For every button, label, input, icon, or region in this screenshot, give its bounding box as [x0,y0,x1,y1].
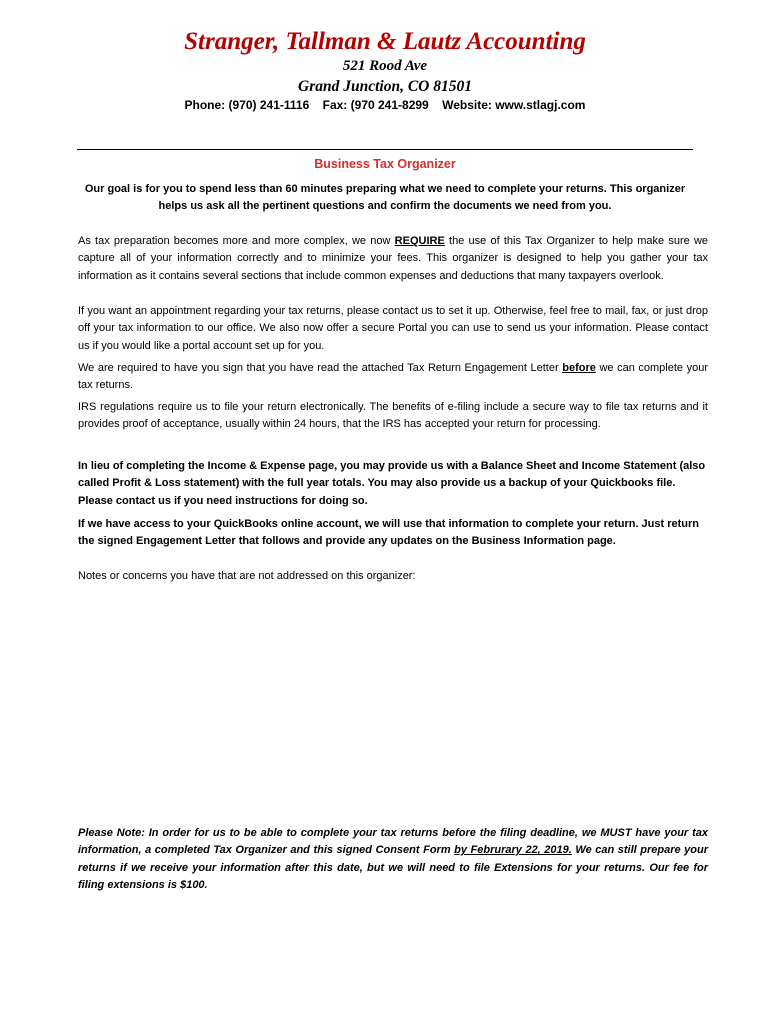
p1-text-before: As tax preparation becomes more and more complex, we now [78,235,395,247]
firm-name: Stranger, Tallman & Lautz Accounting [184,28,586,55]
p3-text-after: we can complete your tax returns. [78,362,709,392]
document-title: Business Tax Organizer [314,157,456,171]
paragraph-requirement [78,233,708,285]
paragraph-quickbooks: If we have access to your QuickBooks online account, we will use that information to complete your return. Just return the signed Engagement Letter that follows and provide any updates on the Business Information page. [78,518,700,548]
website-label: Website: [442,98,492,112]
website-link[interactable]: www.stlagj.com [495,98,586,112]
address-line-1: 521 Rood Ave [342,58,428,74]
phone-number: (970) 241-1116 [228,98,310,112]
fax-number: (970 241-8299 [350,98,429,112]
note-text-after: We can still prepare your returns if we receive your information after this date, but we will need to file Extensions for your returns. Our fee for filing extensions is $100. [78,844,708,891]
goal-statement: Our goal is for you to spend less than 60 minutes preparing what we need to complete your returns. This organizer helps us ask all the pertinent questions and confirm the documents we need from you. [84,183,686,212]
paragraph-engagement-letter [78,360,708,395]
p1-text-after: the use of this Tax Organizer to help make sure we capture all of your information correctly and to minimize your fees. This organizer is designed to help you gather your tax information as it contains several sections that include common expenses and deductions that many taxpayers overlook. [78,235,709,282]
require-emphasis: REQUIRE [394,235,445,247]
paragraph-balance-sheet: In lieu of completing the Income & Expense page, you may provide us with a Balance Sheet and Income Statement (also called Profit & Loss statement) with the full year totals. You may also provide us a backup of your Quickbooks file. Please contact us if you need instructions for doing so. [78,460,706,507]
note-text-before: Please Note: In order for us to be able to complete your tax returns before the filing deadline, we MUST have your tax information, a completed Tax Organizer and this signed Consent Form [78,827,708,857]
deadline-date: by Februrary 22, 2019. [454,844,572,857]
paragraph-e-filing: IRS regulations require us to file your return electronically. The benefits of e-filing include a secure way to file tax returns and it provides proof of acceptance, usually within 24 hours, that the IRS has accepted your return for processing. [78,401,708,431]
address-line-2: Grand Junction, CO 81501 [298,78,472,95]
paragraph-appointment: If you want an appointment regarding your tax returns, please contact us to set it up. Otherwise, feel free to mail, fax, or just drop off your tax information to our office. We also now offer a secure Portal you can use to send us your information. Please contact us if you would like a portal account set up for you. [78,305,708,352]
deadline-note [78,825,708,894]
contact-line [0,98,770,112]
before-emphasis: before [562,362,596,374]
header-divider [77,149,693,150]
fax-label: Fax: [322,98,348,112]
p3-text-before: We are required to have you sign that you have read the attached Tax Return Engagement Letter [78,362,563,374]
notes-prompt: Notes or concerns you have that are not addressed on this organizer: [78,570,416,582]
phone-label: Phone: [184,98,226,112]
